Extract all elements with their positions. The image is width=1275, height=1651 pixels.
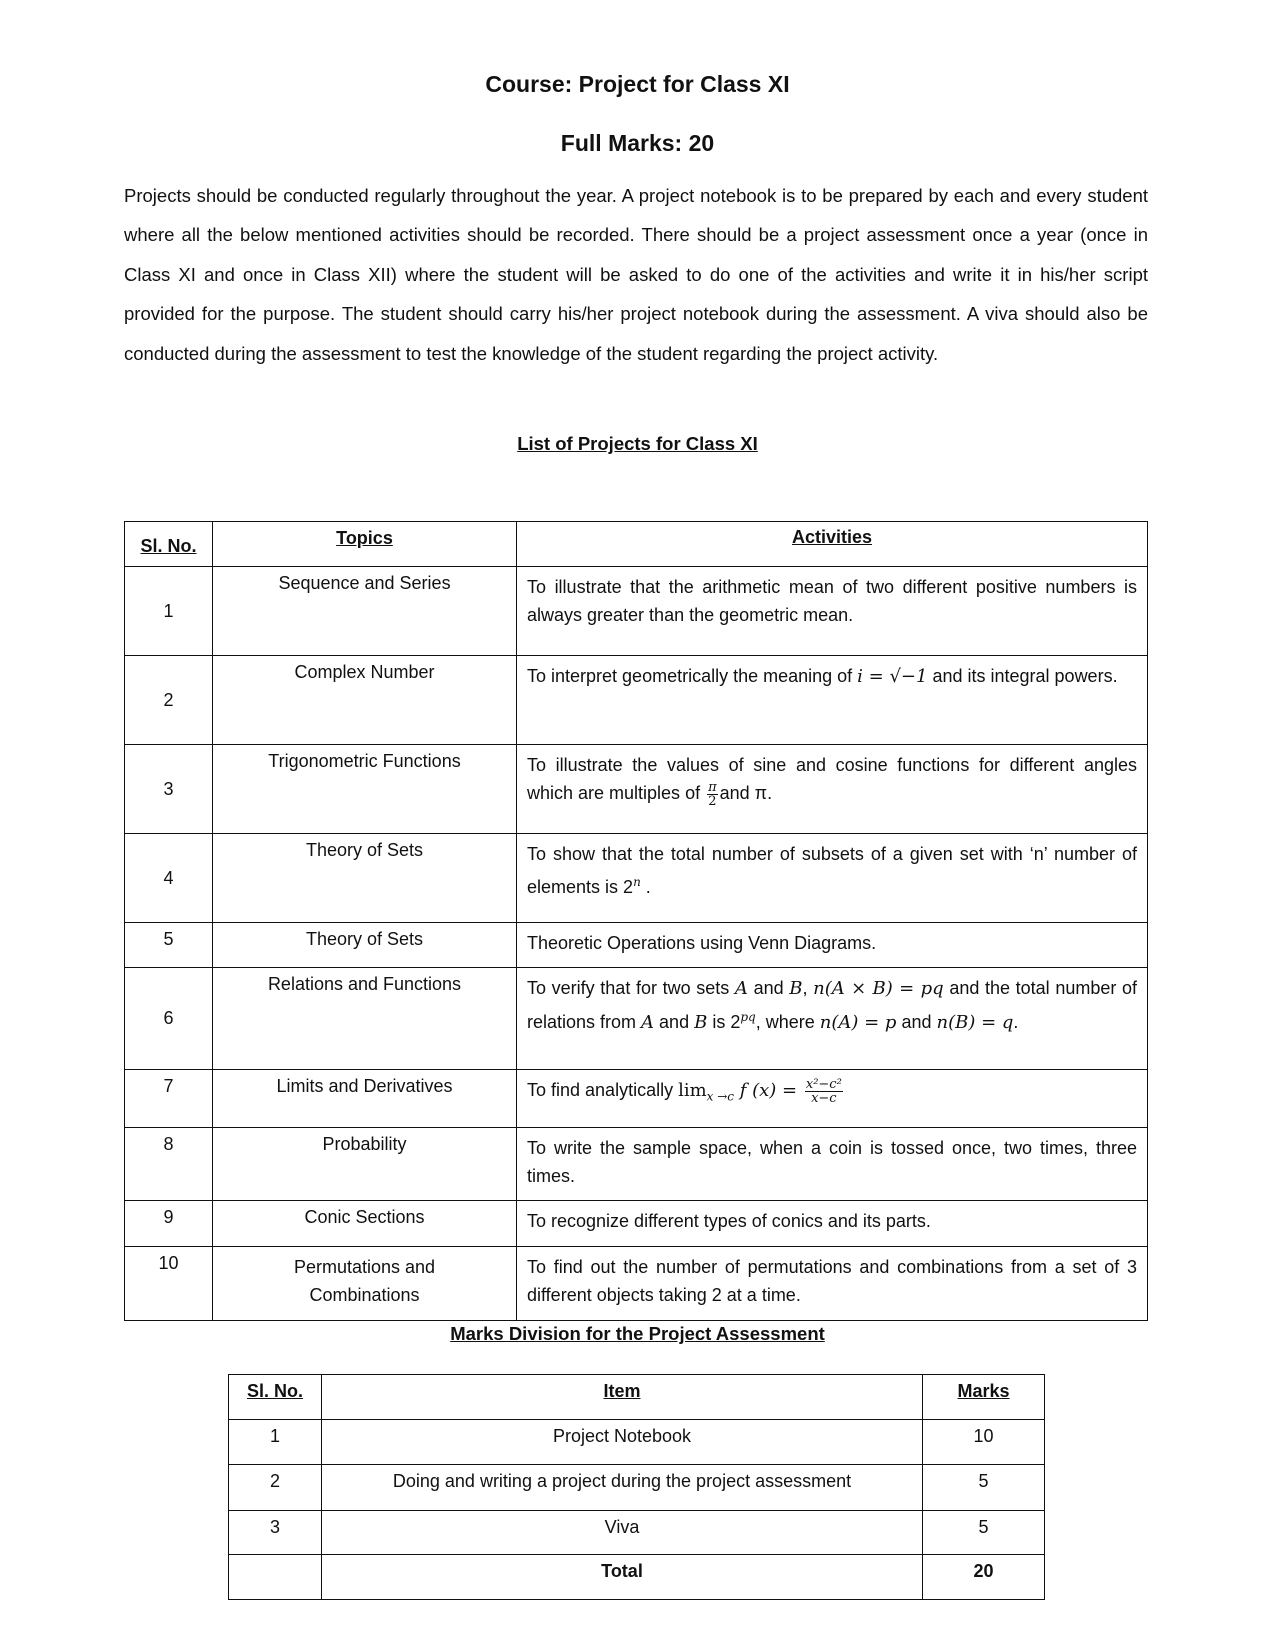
- row-item: Doing and writing a project during the project assessment: [322, 1465, 923, 1511]
- row-activity: To write the sample space, when a coin is tossed once, two times, three times.: [517, 1128, 1148, 1201]
- row-number: 1: [125, 567, 213, 656]
- table-row: [125, 1070, 1148, 1128]
- row-topic: Theory of Sets: [213, 923, 517, 968]
- col-header-item: Item: [322, 1375, 923, 1420]
- marks-table: [228, 1374, 1045, 1600]
- row-topic: Probability: [213, 1128, 517, 1201]
- row-item: Project Notebook: [322, 1420, 923, 1465]
- row-activity: To illustrate that the arithmetic mean of two different positive numbers is always greater than the geometric mean.: [517, 567, 1148, 656]
- row-activity: To show that the total number of subsets of a given set with ‘n’ number of elements is 2$^n$ .: [517, 834, 1148, 923]
- row-topic: Relations and Functions: [213, 968, 517, 1070]
- row-activity: To verify that for two sets A and B, n(A × B) = pq and the total number of relations from A and B is $2^{pq}$, where n(A) = p and n(B) = q.: [517, 968, 1148, 1070]
- row-number: 1: [229, 1420, 322, 1465]
- row-activity: To find analytically $\lim_{x \to c} f$ (x) = $\frac{\text{x²−c²}}{x-c}$: [517, 1070, 1148, 1128]
- projects-table: [124, 521, 1148, 1321]
- fraction-limit: $\frac{\text{x²−c²}}{x-c}$: [805, 1076, 842, 1106]
- col-header-marks: Marks: [923, 1375, 1045, 1420]
- table-row: [125, 1128, 1148, 1201]
- intro-paragraph: Projects should be conducted regularly throughout the year. A project notebook is to be prepared by each and every student where all the below mentioned activities should be recorded. There should be a project assessment once a year (once in Class XI and once in Class XII) where the student will be asked to do one of the activities and write it in his/her script provided for the purpose. The student should carry his/her project notebook during the assessment. A viva should also be conducted during the assessment to test the knowledge of the student regarding the project activity.: [124, 185, 1148, 364]
- table-row: [229, 1420, 1045, 1465]
- row-topic: Complex Number: [213, 656, 517, 745]
- table-row: [125, 1247, 1148, 1321]
- col-header-topics: Topics: [213, 522, 517, 567]
- row-number: 10: [125, 1247, 213, 1321]
- row-activity: Theoretic Operations using Venn Diagrams.: [517, 923, 1148, 968]
- row-marks: 5: [923, 1511, 1045, 1555]
- marks-heading: Marks Division for the Project Assessment: [450, 1323, 825, 1344]
- row-number: 2: [125, 656, 213, 745]
- total-number: [229, 1555, 322, 1600]
- row-topic: Limits and Derivatives: [213, 1070, 517, 1128]
- total-marks: 20: [923, 1555, 1045, 1600]
- col-header-sl-no: Sl. No.: [125, 522, 213, 567]
- table-row: [125, 1201, 1148, 1247]
- row-number: 6: [125, 968, 213, 1070]
- table-row: [125, 923, 1148, 968]
- row-topic: Sequence and Series: [213, 567, 517, 656]
- row-activity: To find out the number of permutations and combinations from a set of 3 different objects taking 2 at a time.: [517, 1247, 1148, 1321]
- col-header-activities: Activities: [517, 522, 1148, 567]
- row-topic: Theory of Sets: [213, 834, 517, 923]
- row-topic: Trigonometric Functions: [213, 745, 517, 834]
- row-activity: To recognize different types of conics and its parts.: [517, 1201, 1148, 1247]
- row-activity: To interpret geometrically the meaning of i = √−1 and its integral powers.: [517, 656, 1148, 745]
- row-topic: Conic Sections: [213, 1201, 517, 1247]
- table-row: [229, 1511, 1045, 1555]
- row-number: 8: [125, 1128, 213, 1201]
- total-row: [229, 1555, 1045, 1600]
- projects-heading: List of Projects for Class XI: [517, 433, 758, 454]
- table-row: [125, 567, 1148, 656]
- table-header-row: [229, 1375, 1045, 1420]
- table-row: [125, 745, 1148, 834]
- total-label: Total: [322, 1555, 923, 1600]
- row-number: 7: [125, 1070, 213, 1128]
- row-number: 3: [229, 1511, 322, 1555]
- full-marks: Full Marks: 20: [560, 130, 715, 156]
- row-topic: Permutations and Combinations: [213, 1247, 517, 1321]
- row-number: 5: [125, 923, 213, 968]
- table-row: [229, 1465, 1045, 1511]
- row-number: 3: [125, 745, 213, 834]
- row-number: 9: [125, 1201, 213, 1247]
- table-row: [125, 834, 1148, 923]
- table-row: [125, 968, 1148, 1070]
- fraction-pi-over-2: $\frac{\pi}{2}$: [708, 779, 717, 809]
- row-activity: To illustrate the values of sine and cosine functions for different angles which are multiples of $\frac{\pi}{2}$ and π.: [517, 745, 1148, 834]
- math-i-sqrt: i = √−1: [857, 666, 928, 687]
- row-number: 2: [229, 1465, 322, 1511]
- row-marks: 10: [923, 1420, 1045, 1465]
- table-row: [125, 656, 1148, 745]
- col-header-sl-no: Sl. No.: [229, 1375, 322, 1420]
- row-marks: 5: [923, 1465, 1045, 1511]
- table-header-row: [125, 522, 1148, 567]
- row-number: 4: [125, 834, 213, 923]
- row-item: Viva: [322, 1511, 923, 1555]
- course-title: Course: Project for Class XI: [485, 71, 790, 97]
